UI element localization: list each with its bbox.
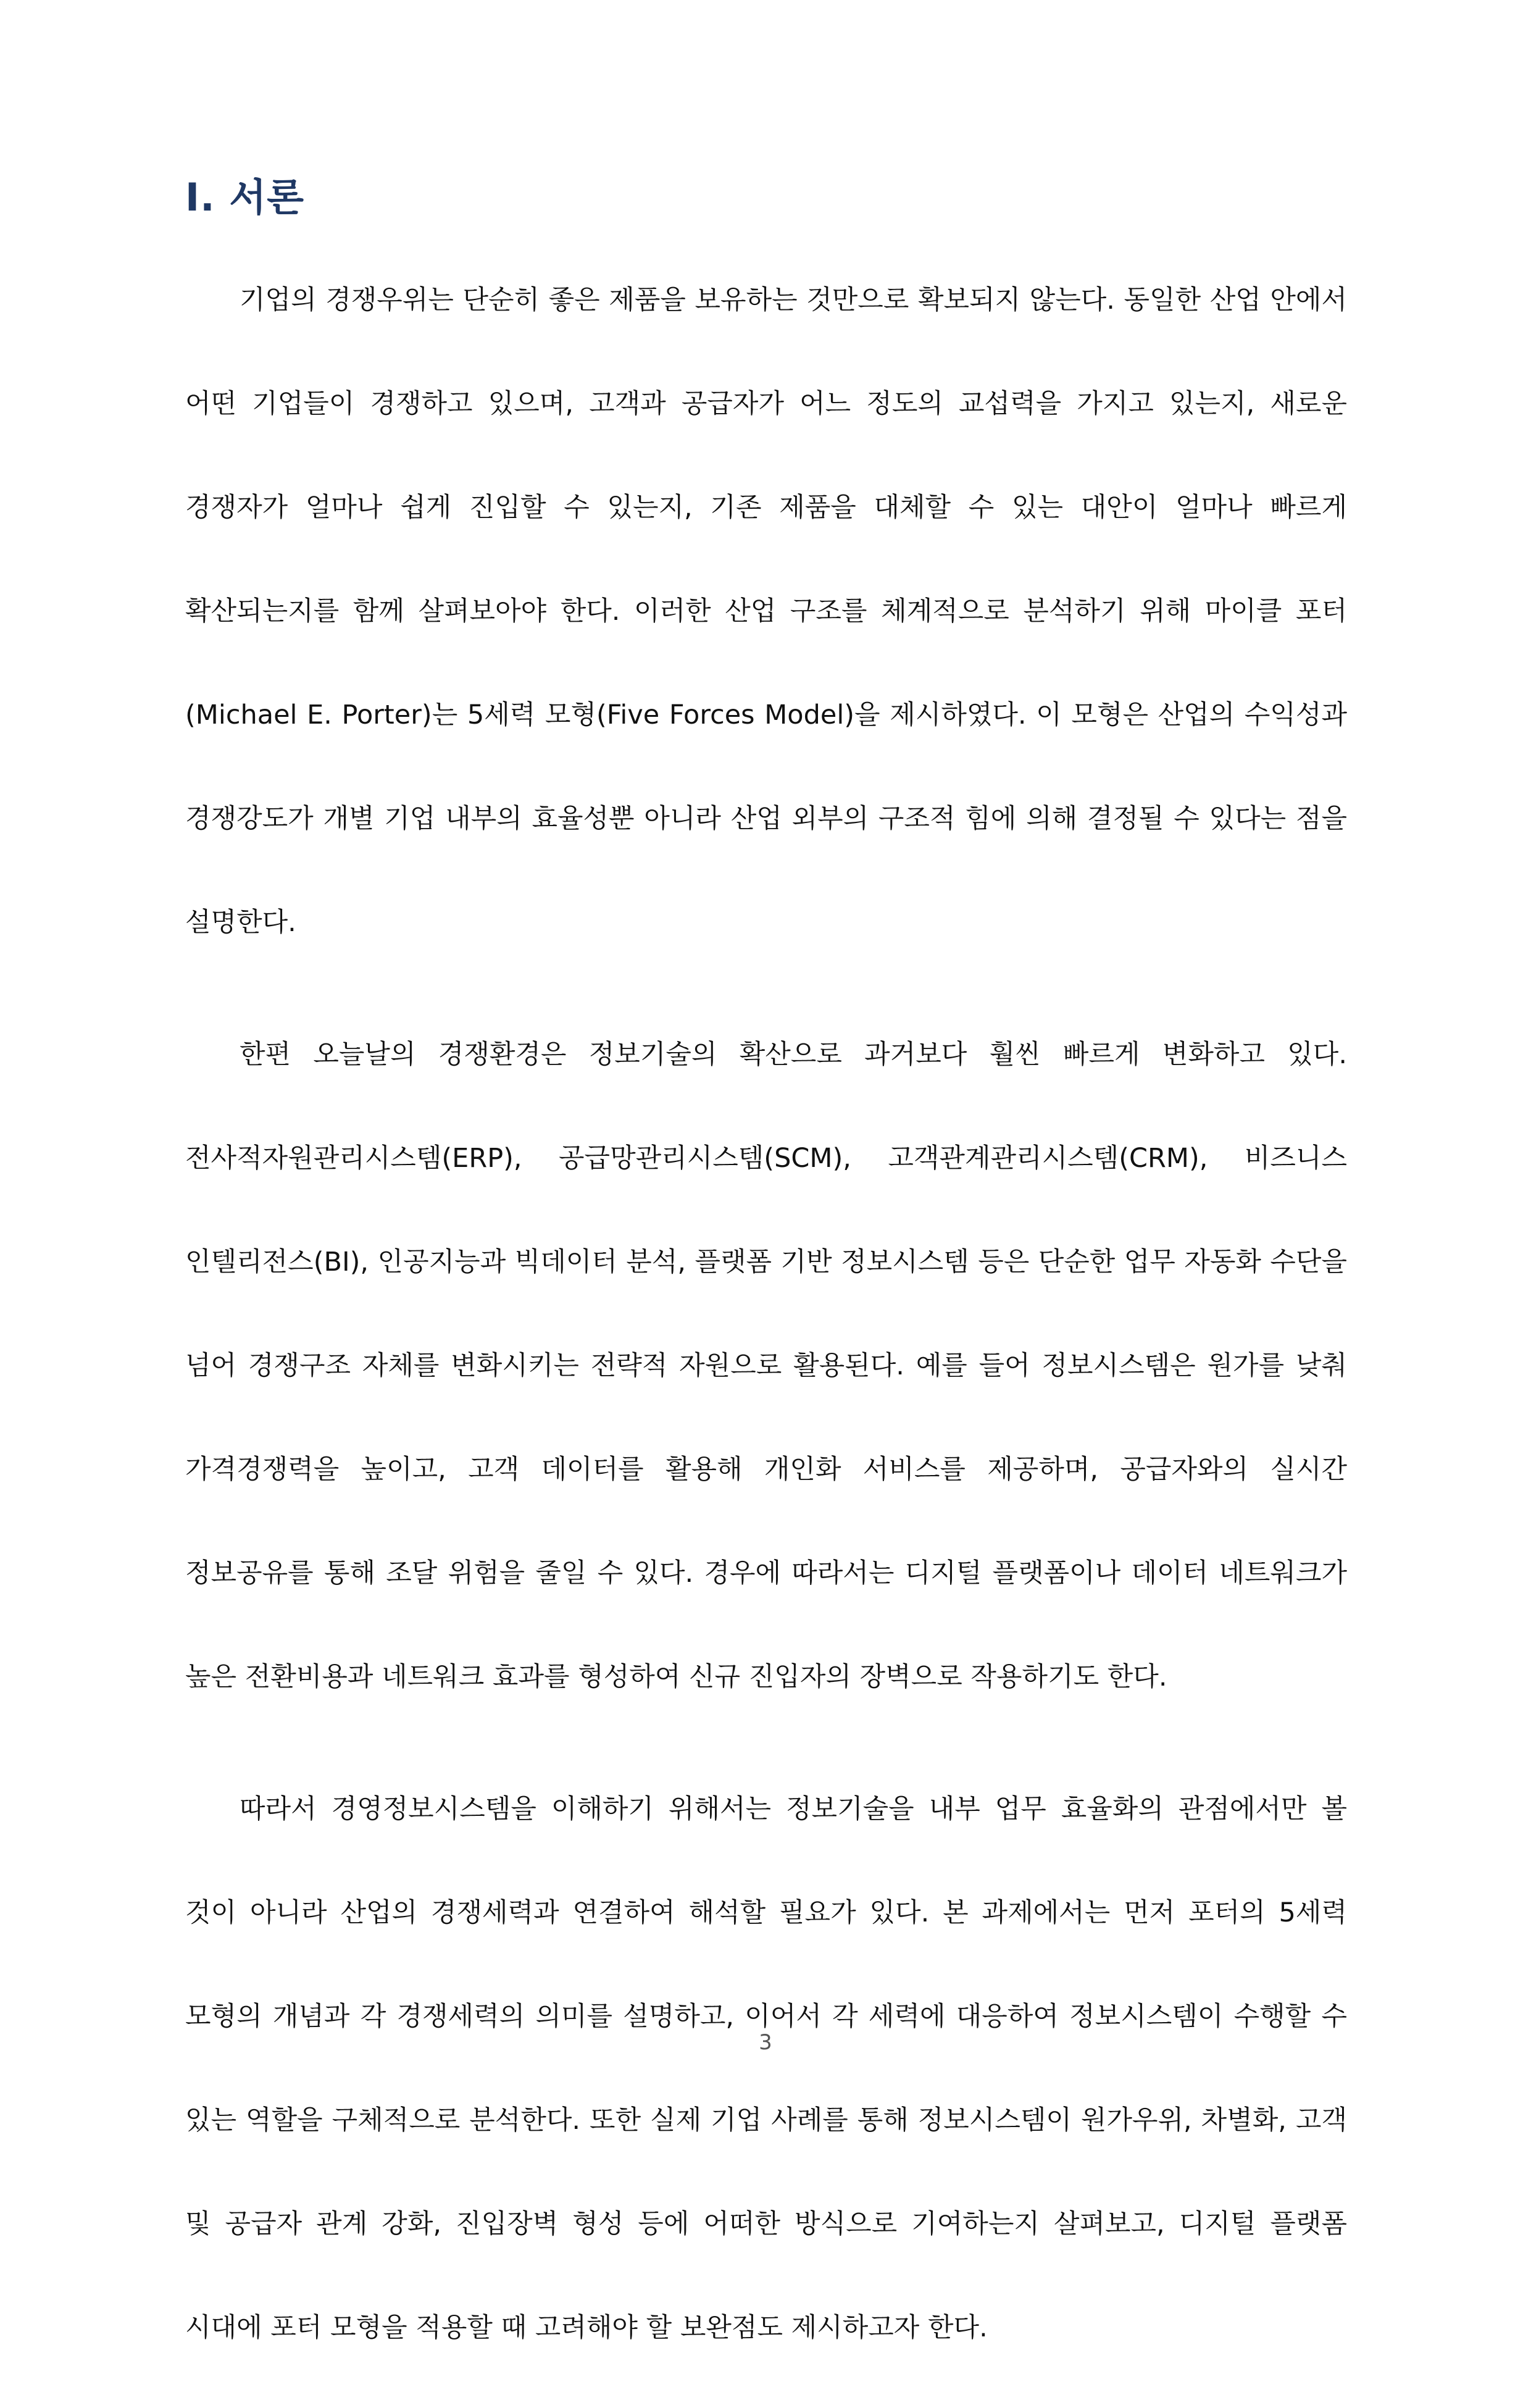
paragraph-1: 기업의 경쟁우위는 단순히 좋은 제품을 보유하는 것만으로 확보되지 않는다. 동일한 산업 안에서 어떤 기업들이 경쟁하고 있으며, 고객과 공급자가 어느 정도의 교섭력을 가지고 있는지, 새로운 경쟁자가 얼마나 쉽게 진입할 수 있는지, 기존 제품을 대체할 수 있는 대안이 얼마나 빠르게 확산되는지를 함께 살펴보아야 한다. 이러한 산업 구조를 체계적으로 분석하기 위해 마이클 포터(Michael E. Porter)는 5세력 모형(Five Forces Model)을 제시하였다. 이 모형은 산업의 수익성과 경쟁강도가 개별 기업 내부의 효율성뿐 아니라 산업 외부의 구조적 힘에 의해 결정될 수 있다는 점을 설명한다. [185, 285, 1347, 938]
paragraph-3: 따라서 경영정보시스템을 이해하기 위해서는 정보기술을 내부 업무 효율화의 관점에서만 볼 것이 아니라 산업의 경쟁세력과 연결하여 해석할 필요가 있다. 본 과제에서는 먼저 포터의 5세력 모형의 개념과 각 경쟁세력의 의미를 설명하고, 이어서 각 세력에 대응하여 정보시스템이 수행할 수 있는 역할을 구체적으로 분석한다. 또한 실제 기업 사례를 통해 정보시스템이 원가우위, 차별화, 고객 및 공급자 관계 강화, 진입장벽 형성 등에 어떠한 방식으로 기여하는지 살펴보고, 디지털 플랫폼 시대에 포터 모형을 적용할 때 고려해야 할 보완점도 제시하고자 한다. [185, 1794, 1347, 2343]
page-body [185, 167, 1347, 2408]
section-title: Ⅰ. 서론 [185, 175, 304, 220]
paragraph-2: 한편 오늘날의 경쟁환경은 정보기술의 확산으로 과거보다 훨씬 빠르게 변화하고 있다. 전사적자원관리시스템(ERP), 공급망관리시스템(SCM), 고객관계관리시스템(CRM), 비즈니스 인텔리전스(BI), 인공지능과 빅데이터 분석, 플랫폼 기반 정보시스템 등은 단순한 업무 자동화 수단을 넘어 경쟁구조 자체를 변화시키는 전략적 자원으로 활용된다. 예를 들어 정보시스템은 원가를 낮춰 가격경쟁력을 높이고, 고객 데이터를 활용해 개인화 서비스를 제공하며, 공급자와의 실시간 정보공유를 통해 조달 위험을 줄일 수 있다. 경우에 따라서는 디지털 플랫폼이나 데이터 네트워크가 높은 전환비용과 네트워크 효과를 형성하여 신규 진입자의 장벽으로 작용하기도 한다. [185, 1039, 1347, 1692]
page-number: 3 [759, 2030, 772, 2055]
